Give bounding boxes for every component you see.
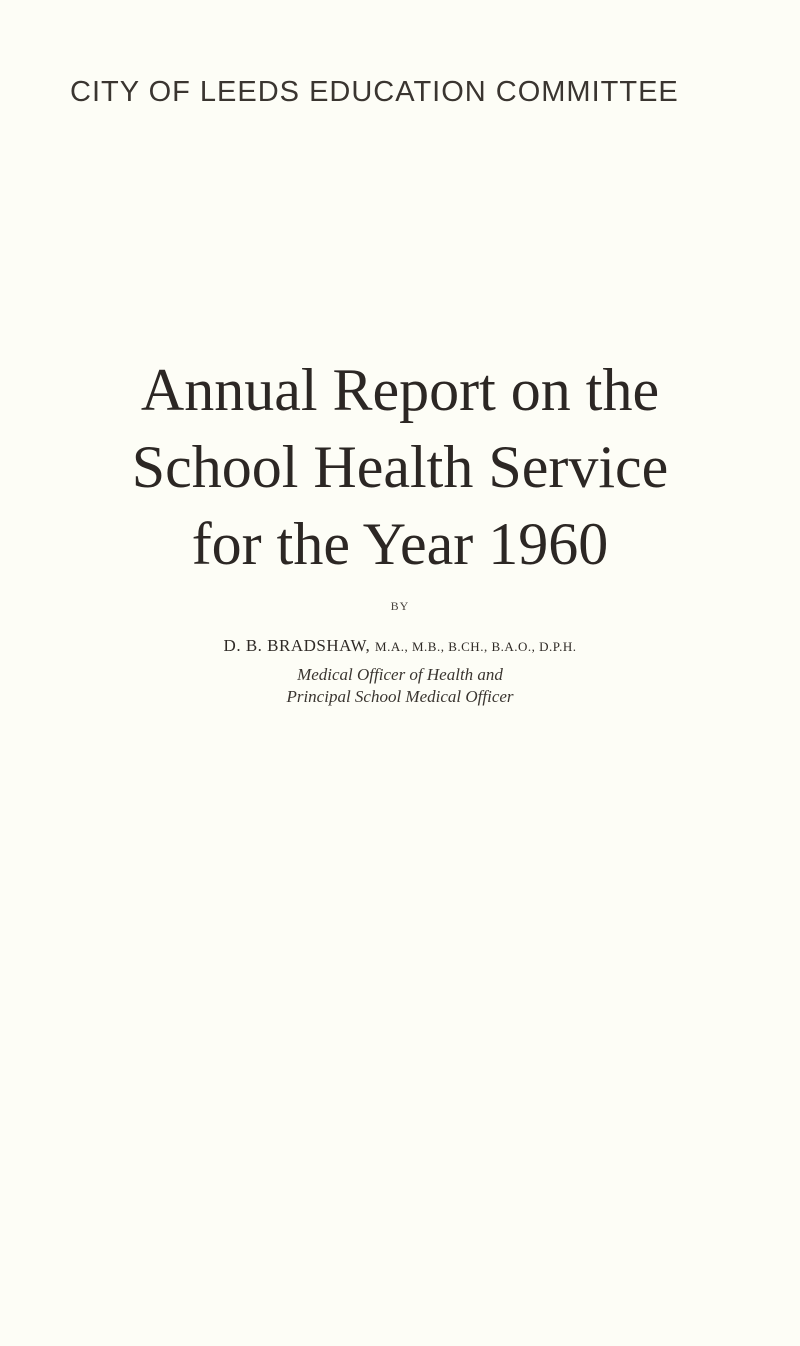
by-label: BY xyxy=(390,599,410,613)
title-line-3: for the Year 1960 xyxy=(191,511,609,577)
position-line-2: Principal School Medical Officer xyxy=(286,687,514,706)
title-line-1: Annual Report on the xyxy=(140,357,660,423)
title-line-2: School Health Service xyxy=(131,434,669,500)
author-degrees: M.A., M.B., B.CH., B.A.O., D.P.H. xyxy=(375,639,577,654)
report-title xyxy=(0,352,800,583)
author-line xyxy=(0,636,800,656)
author-position xyxy=(0,664,800,708)
position-line-1: Medical Officer of Health and xyxy=(297,665,503,684)
organisation-header: CITY OF LEEDS EDUCATION COMMITTEE xyxy=(70,76,679,108)
author-name: D. B. BRADSHAW, xyxy=(223,636,371,655)
